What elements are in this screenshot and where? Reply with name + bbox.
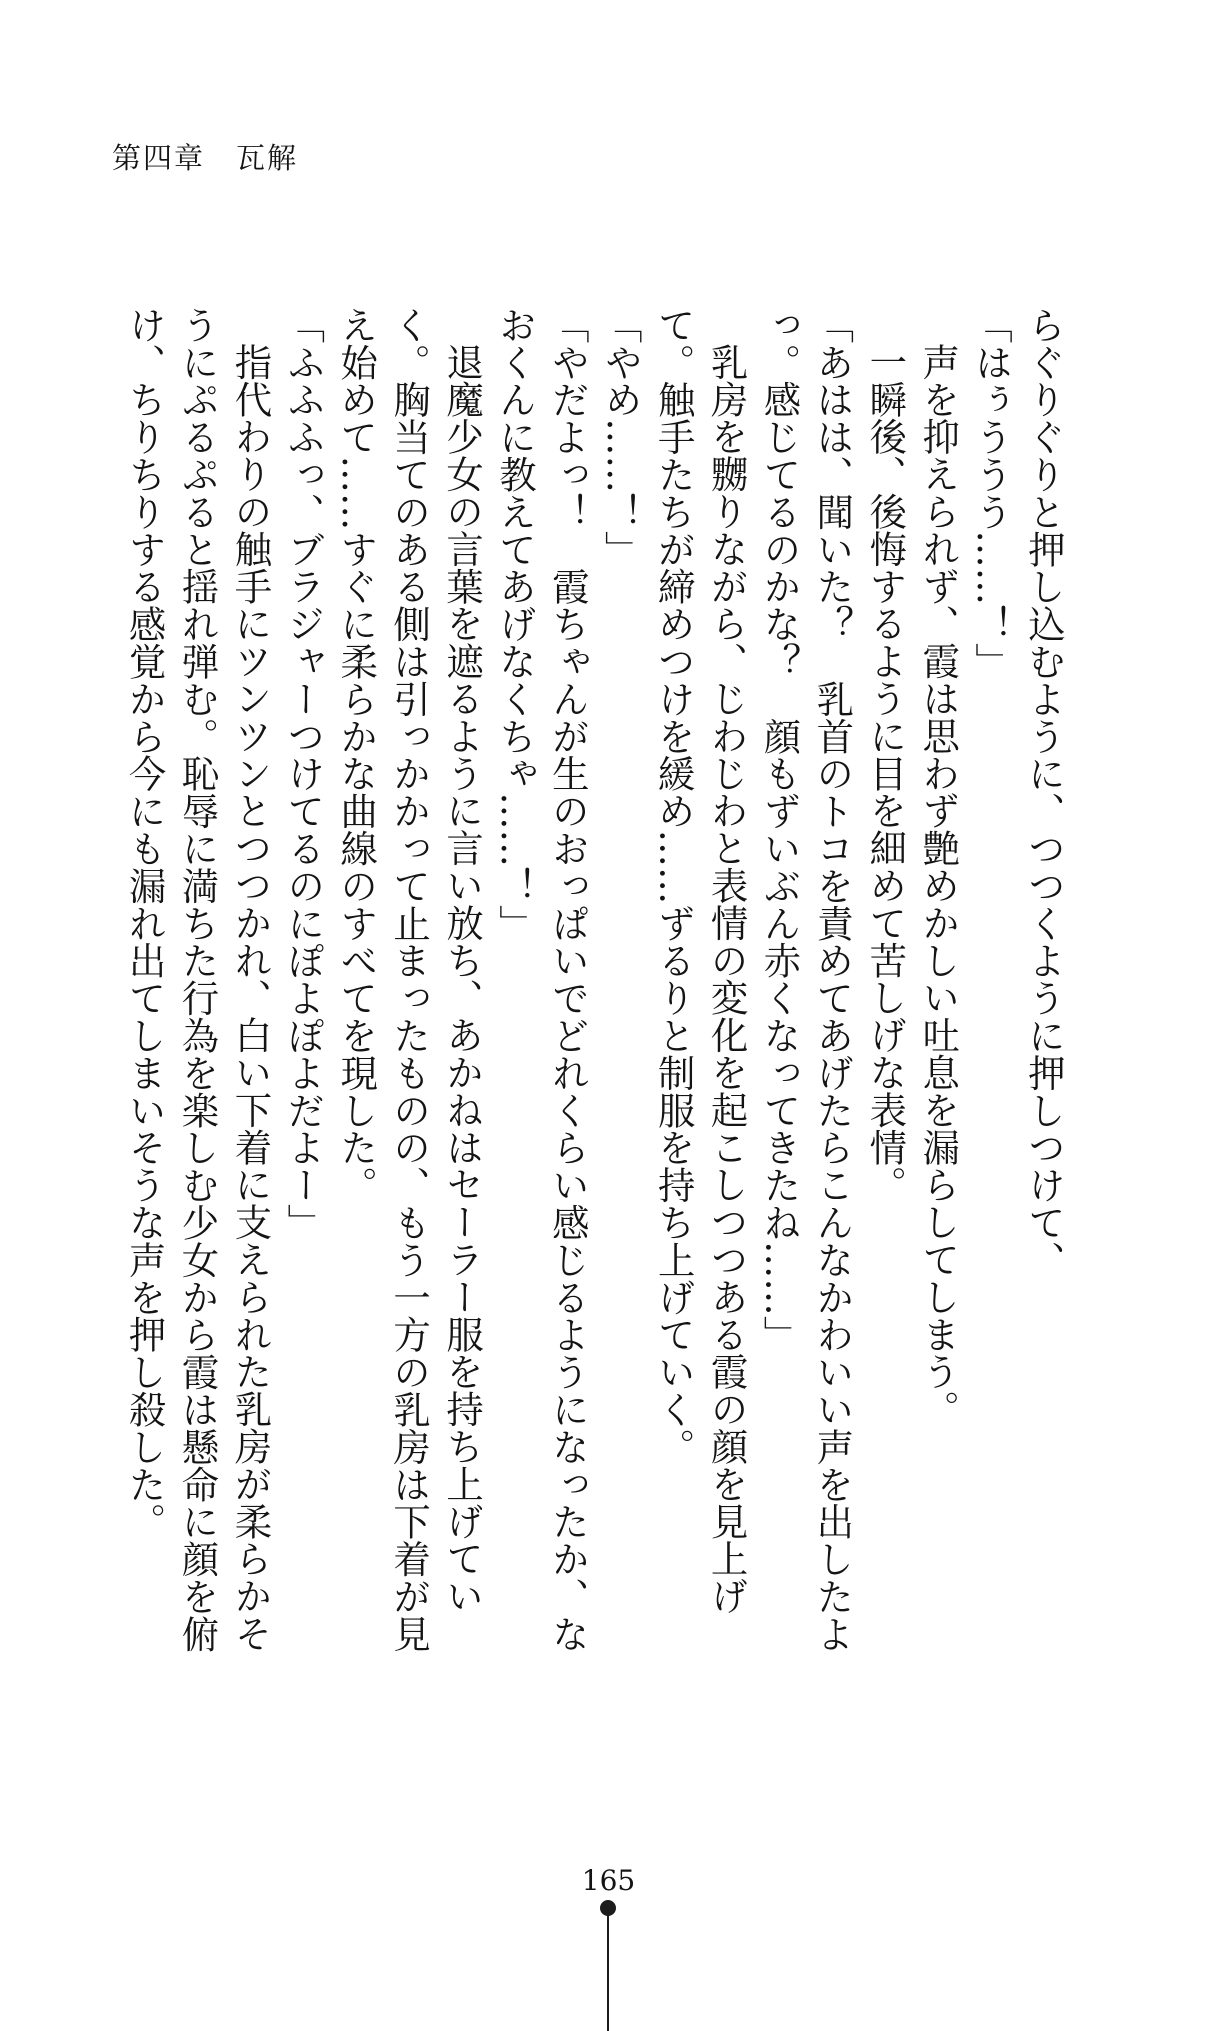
text-paragraph: 「あはは、聞いた？ 乳首のトコを責めてあげたらこんなかわいい声を出したよっ。感じてるのかな？ 顔もずいぶん赤くなってきたね……」	[757, 306, 855, 1653]
text-paragraph: 一瞬後、後悔するように目を細めて苦しげな表情。	[863, 343, 908, 1204]
text-paragraph: らぐりぐりと押し込むように、つつくように押しつけて、	[1022, 306, 1066, 1279]
text-paragraph: 「ふふふっ、ブラジャーつけてるのにぽよぽよだよー」	[281, 306, 326, 1241]
text-paragraph: 指代わりの触手にツンツンとつつかれ、白い下着に支えられた乳房が柔らかそうにぷるぷると揺れ弾む。恥辱に満ちた行為を楽しむ少女から霞は懸命に顔を俯け、ちりちりする感覚から今にも漏れ出てしまいそうな声を押し殺した。	[122, 306, 273, 1653]
text-paragraph: 声を抑えられず、霞は思わず艶めかしい吐息を漏らしてしまう。	[916, 343, 961, 1428]
page-marker-icon	[600, 1900, 616, 2031]
chapter-title: 第四章 瓦解	[112, 141, 299, 175]
text-paragraph: 退魔少女の言葉を遮るように言い放ち、あかねはセーラー服を持ち上げていく。胸当てのある側は引っかかって止まったものの、もう一方の乳房は下着が見え始めて……すぐに柔らかな曲線のすべてを現した。	[334, 306, 485, 1653]
text-paragraph: 「やだよっ！ 霞ちゃんが生のおっぱいでどれくらい感じるようになったか、なおくんに教えてあげなくちゃ……！」	[492, 306, 590, 1653]
page-number: 165	[581, 1864, 636, 1897]
text-paragraph: 「はぅううう……！」	[969, 306, 1014, 680]
text-paragraph: 乳房を嬲りながら、じわじわと表情の変化を起こしつつある霞の顔を見上げて。触手たちが締めつけを緩め……ずるりと制服を持ち上げていく。	[651, 306, 749, 1615]
page-marker-line	[607, 1914, 609, 2031]
body-text	[112, 306, 1070, 1656]
text-paragraph: 「やめ……！」	[598, 306, 643, 568]
